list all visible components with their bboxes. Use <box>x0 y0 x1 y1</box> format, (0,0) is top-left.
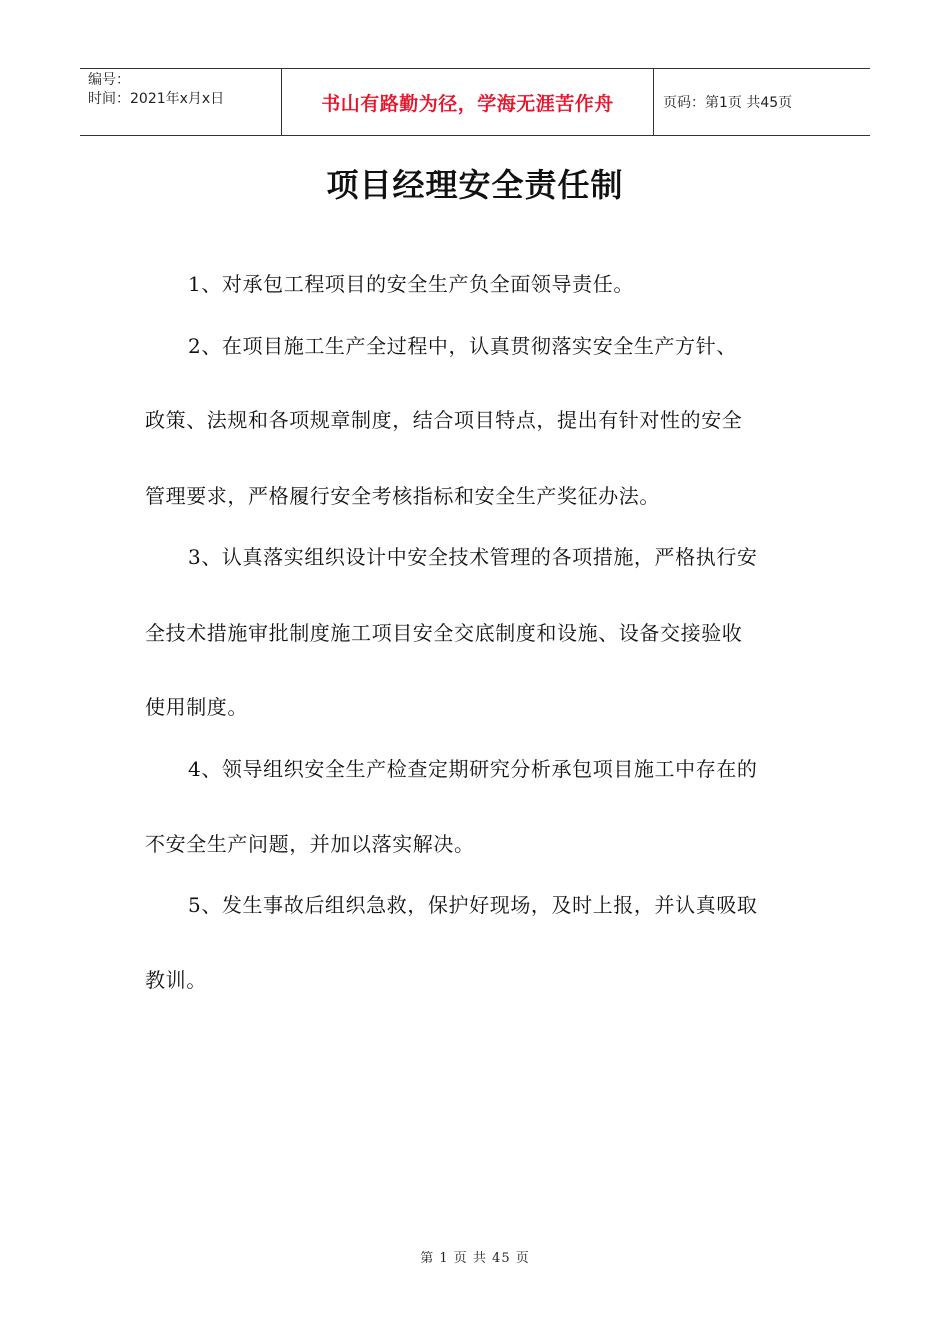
document-title: 项目经理安全责任制 <box>326 166 624 204</box>
item-4-line-1: 4、领导组织安全生产检查定期研究分析承包项目施工中存在的 <box>188 757 758 781</box>
item-3-line-1: 3、认真落实组织设计中安全技术管理的各项措施，严格执行安 <box>188 545 758 569</box>
item-2-line-3: 管理要求，严格履行安全考核指标和安全生产奖征办法。 <box>145 484 660 508</box>
item-2-line-1: 2、在项目施工生产全过程中，认真贯彻落实安全生产方针、 <box>188 334 737 358</box>
header-motto: 书山有路勤为径，学海无涯苦作舟 <box>282 69 654 135</box>
header-page-info: 页码：第1页 共45页 <box>663 95 793 111</box>
header-meta <box>80 69 282 135</box>
item-3-line-3: 使用制度。 <box>145 695 248 719</box>
item-5-line-2: 教训。 <box>145 968 207 992</box>
item-4-line-2: 不安全生产问题，并加以落实解决。 <box>145 832 475 856</box>
item-3-line-2: 全技术措施审批制度施工项目安全交底制度和设施、设备交接验收 <box>145 621 743 645</box>
page-footer: 第 1 页 共 45 页 <box>420 1251 530 1266</box>
number-label: 编号： <box>88 72 130 88</box>
document-header <box>80 68 870 136</box>
item-2-line-2: 政策、法规和各项规章制度，结合项目特点，提出有针对性的安全 <box>145 408 743 432</box>
item-1-line-1: 1、对承包工程项目的安全生产负全面领导责任。 <box>188 272 634 296</box>
item-5-line-1: 5、发生事故后组织急救，保护好现场，及时上报，并认真吸取 <box>188 893 758 917</box>
time-label: 时间：2021年x月x日 <box>88 91 225 107</box>
